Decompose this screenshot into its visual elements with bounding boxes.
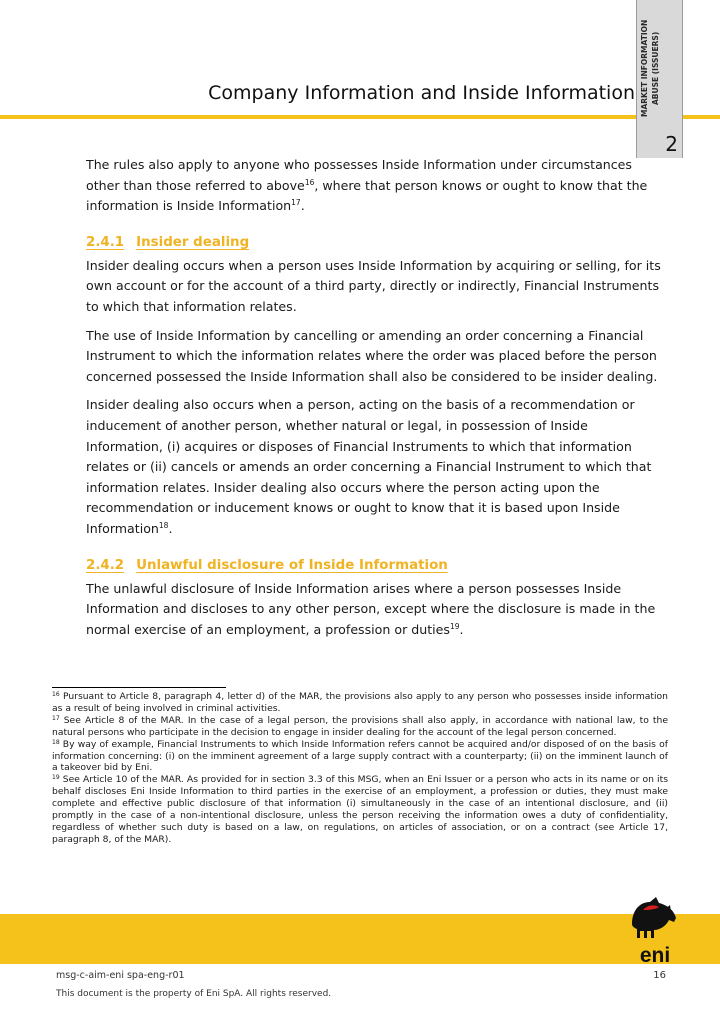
paragraph: Insider dealing also occurs when a person, acting on the basis of a recommendation or inducement of another person, whether natural or legal, in possession of Inside Information, (i) acquires or disposes of Financial Instruments to which that information relates or (ii) cancels or amends an order concerning a Financial Instrument to which that information relates. Insider dealing also occurs where the person acting upon the recommendation or inducement knows or ought to know that it is based upon Inside Information$^{18}$. (86, 397, 652, 536)
footnote: $^{16}$ Pursuant to Article 8, paragraph 4, letter d) of the MAR, the provisions also apply to any person who possesses inside information as a result of being involved in criminal activities. (52, 691, 668, 714)
footnote: $^{17}$ See Article 8 of the MAR. In the case of a legal person, the provisions shall also apply, in accordance with national law, to the natural persons who participate in the decision to engage in insider dealing for the account of the legal person concerned. (52, 714, 668, 738)
footnote-ref[interactable]: 18 (158, 520, 169, 530)
page-title: Company Information and Inside Information (208, 82, 635, 104)
footer-band (0, 914, 720, 964)
footnote-ref[interactable]: 16 (304, 177, 315, 187)
section-title: Unlawful disclosure of Inside Information (136, 557, 448, 573)
footnote-ref[interactable]: 19 (449, 621, 460, 631)
footnotes (52, 691, 668, 846)
chapter-side-tab (636, 0, 683, 158)
page-number: 16 (653, 970, 666, 981)
eni-logo (626, 888, 684, 968)
paragraph: The unlawful disclosure of Inside Information arises where a person possesses Inside Information and discloses to any other person, except where the disclosure is made in the normal exercise of an employment, a profession or duties$^{19}$. (86, 580, 656, 637)
intro-paragraph: The rules also apply to anyone who possesses Inside Information under circumstances other than those referred to above$^{16}$, where that person knows or ought to know that the information is Inside Information$^{17}$. (86, 157, 648, 214)
main-content (86, 155, 666, 648)
chapter-number: 2 (665, 132, 678, 156)
section-title: Insider dealing (136, 234, 250, 250)
copyright-notice: This document is the property of Eni SpA. All rights reserved. (56, 989, 332, 999)
svg-text:eni: eni (639, 944, 671, 967)
section-number: 2.4.2 (86, 557, 125, 573)
footnote: $^{18}$ By way of example, Financial Instruments to which Inside Information refers cannot be acquired and/or disposed of on the basis of information concerning: (i) on the imminent agreement of a large supply contract with a counterparty; (ii) on the imminent launch of a takeover bid by Eni. (52, 738, 668, 774)
section-number: 2.4.1 (86, 234, 125, 250)
paragraph: The use of Inside Information by cancelling or amending an order concerning a Financial Instrument to which the information relates where the order was placed before the person concerned possessed the Inside Information shall also be considered to be insider dealing. (86, 327, 658, 384)
document-code: msg-c-aim-eni spa-eng-r01 (56, 970, 185, 981)
paragraph: Insider dealing occurs when a person uses Inside Information by acquiring or selling, for its own account or for the account of a third party, directly or indirectly, Financial Instruments to which that information relates. (86, 257, 661, 314)
section-heading-unlawful-disclosure (86, 558, 666, 573)
header-rule (0, 115, 720, 119)
section-heading-insider-dealing (86, 235, 666, 250)
footnote-separator (52, 687, 226, 688)
side-tab-label: MARKET INFORMATION ABUSE (ISSUERS) (640, 19, 660, 117)
footnote-ref[interactable]: 17 (291, 198, 301, 208)
footnote: $^{19}$ See Article 10 of the MAR. As provided for in section 3.3 of this MSG, when an Eni Issuer or a person who acts in its name or on its behalf discloses Eni Inside Information to third parties in the exercise of an employment, a profession or duties, they must make complete and effective public disclosure of that information (i) simultaneously in the case of an intentional disclosure, and (ii) promptly in the case of a non-intentional disclosure, unless the person receiving the information owes a duty of confidentiality, regardless of whether such duty is based on a law, on regulations, on articles of association, or on a contract (see Article 17, paragraph 8, of the MAR). (52, 774, 668, 845)
